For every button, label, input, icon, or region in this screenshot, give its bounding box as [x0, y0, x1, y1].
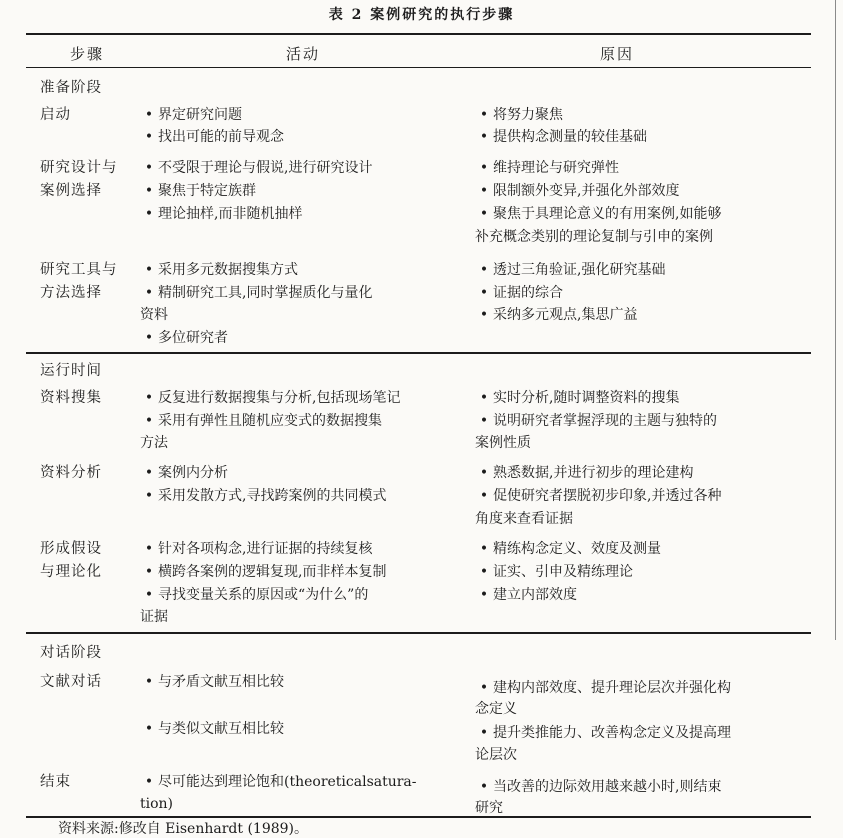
activity-item-continued: 方法 [140, 435, 168, 451]
step-name: 资料分析 [40, 465, 102, 481]
activity-item: • 找出可能的前导观念 [144, 129, 284, 145]
step-name: 形成假设 [40, 541, 102, 557]
page-edge-line [835, 0, 836, 640]
reason-item-continued: 补充概念类别的理论复制与引申的案例 [475, 229, 713, 245]
top-rule [26, 33, 811, 35]
reason-item: • 精练构念定义、效度及测量 [479, 541, 661, 557]
step-name: 研究设计与 [40, 160, 118, 176]
activity-item: • 精制研究工具,同时掌握质化与量化 [144, 285, 373, 301]
activity-item: • 与类似文献互相比较 [144, 721, 284, 737]
header-step: 步骤 [70, 45, 105, 63]
activity-item-continued: 资料 [140, 307, 168, 323]
activity-item-continued: 证据 [140, 609, 168, 625]
activity-item: • 针对各项构念,进行证据的持续复核 [144, 541, 373, 557]
reason-item: • 证据的综合 [479, 285, 563, 301]
step-name-line2: 与理论化 [40, 564, 102, 580]
activity-item: • 不受限于理论与假说,进行研究设计 [144, 160, 373, 176]
activity-item: • 横跨各案例的逻辑复现,而非样本复制 [144, 564, 387, 580]
reason-item: • 促使研究者摆脱初步印象,并透过各种 [479, 488, 722, 504]
activity-item: • 寻找变量关系的原因或“为什么”的 [144, 587, 369, 603]
reason-item: • 提供构念测量的较佳基础 [479, 129, 647, 145]
reason-item: • 采纳多元观点,集思广益 [479, 307, 638, 323]
activity-item: • 多位研究者 [144, 330, 228, 346]
reason-item-continued: 研究 [475, 800, 503, 816]
section-rule [26, 632, 811, 634]
header-activity: 活动 [286, 45, 321, 63]
activity-item: • 理论抽样,而非随机抽样 [144, 206, 303, 222]
source-note: 资料来源:修改自 Eisenhardt (1989)。 [58, 821, 308, 837]
activity-item: • 尽可能达到理论饱和(theoreticalsatura- [144, 774, 417, 790]
step-name: 结束 [40, 774, 71, 790]
reason-item: • 证实、引申及精练理论 [479, 564, 633, 580]
activity-item: • 案例内分析 [144, 465, 228, 481]
step-name: 资料搜集 [40, 390, 102, 406]
reason-item: • 维持理论与研究弹性 [479, 160, 619, 176]
activity-item: • 与矛盾文献互相比较 [144, 674, 284, 690]
reason-item: • 当改善的边际效用越来越小时,则结束 [479, 779, 722, 795]
activity-item: • 聚焦于特定族群 [144, 183, 256, 199]
header-rule [26, 67, 811, 68]
section-rule [26, 352, 811, 354]
reason-item: • 提升类推能力、改善构念定义及提高理 [479, 725, 731, 741]
reason-item: • 透过三角验证,强化研究基础 [479, 262, 666, 278]
section-dialogue: 对话阶段 [40, 645, 102, 661]
reason-item: • 聚焦于具理论意义的有用案例,如能够 [479, 206, 722, 222]
step-name-line2: 案例选择 [40, 183, 102, 199]
section-runtime: 运行时间 [40, 363, 102, 379]
header-reason: 原因 [600, 45, 635, 63]
section-prep: 准备阶段 [40, 80, 102, 96]
reason-item: • 将努力聚焦 [479, 107, 563, 123]
activity-item-continued: tion) [140, 796, 174, 812]
activity-item: • 反复进行数据搜集与分析,包括现场笔记 [144, 390, 401, 406]
step-name-line2: 方法选择 [40, 285, 102, 301]
table-caption: 表 2 案例研究的执行步骤 [328, 7, 515, 23]
activity-item: • 采用发散方式,寻找跨案例的共同模式 [144, 488, 387, 504]
reason-item-continued: 案例性质 [475, 435, 531, 451]
reason-item: • 说明研究者掌握浮现的主题与独特的 [479, 413, 717, 429]
step-name: 研究工具与 [40, 262, 118, 278]
reason-item: • 熟悉数据,并进行初步的理论建构 [479, 465, 694, 481]
reason-item: • 建构内部效度、提升理论层次并强化构 [479, 680, 731, 696]
step-name: 文献对话 [40, 674, 102, 690]
activity-item: • 界定研究问题 [144, 107, 242, 123]
reason-item-continued: 角度来查看证据 [475, 511, 573, 527]
reason-item: • 建立内部效度 [479, 587, 577, 603]
reason-item-continued: 念定义 [475, 701, 517, 717]
activity-item: • 采用有弹性且随机应变式的数据搜集 [144, 413, 382, 429]
reason-item: • 限制额外变异,并强化外部效度 [479, 183, 680, 199]
step-name: 启动 [40, 107, 71, 123]
reason-item-continued: 论层次 [475, 747, 517, 763]
activity-item: • 采用多元数据搜集方式 [144, 262, 298, 278]
reason-item: • 实时分析,随时调整资料的搜集 [479, 390, 680, 406]
